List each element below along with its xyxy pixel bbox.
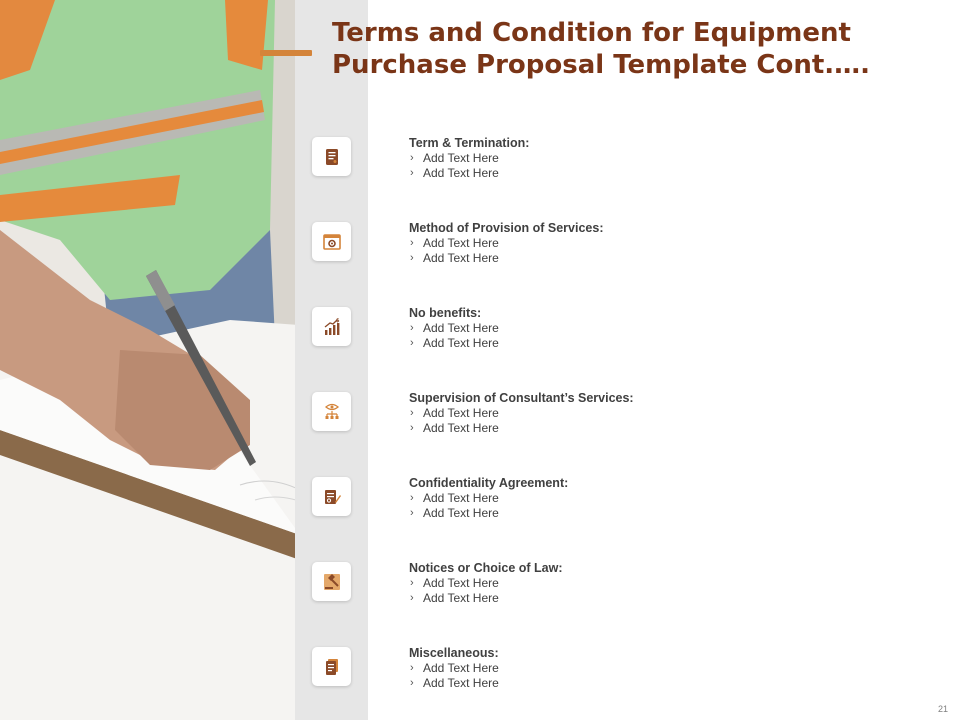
bullet-text: Add Text Here [423,675,499,690]
chevron-right-icon: › [410,251,414,264]
item-bullet [409,151,889,166]
law-gavel-icon [312,562,351,601]
chevron-right-icon: › [410,322,414,334]
item-bullet [409,406,889,421]
contract-sign-icon [312,477,351,516]
item-bullet [409,336,889,351]
chevron-right-icon: › [410,577,414,589]
document-icon [312,137,351,176]
browser-gear-icon [312,222,351,261]
notes-icon [312,647,351,686]
list-item-miscellaneous [409,645,889,690]
chevron-right-icon: › [410,152,414,164]
item-heading: Method of Provision of Services: [409,221,604,235]
title-line-2: Purchase Proposal Template Cont.…. [332,50,871,80]
item-bullet [409,421,889,436]
growth-chart-dollar-icon [312,307,351,346]
icon-strip-background [295,0,368,720]
bullet-text: Add Text Here [423,505,499,520]
bullet-text: Add Text Here [423,491,499,505]
svg-text:$: $ [335,317,339,324]
chevron-right-icon: › [410,662,414,674]
bullet-text: Add Text Here [423,661,499,675]
list-item-notices-law [409,560,889,605]
bullet-text: Add Text Here [423,590,499,605]
item-heading: Term & Termination: [409,136,530,150]
bullet-text: Add Text Here [423,250,499,265]
list-item-method-provision [409,220,889,265]
item-bullet [409,661,889,676]
list-item-term-termination [409,135,889,180]
item-heading: Supervision of Consultant’s Services: [409,391,634,405]
list-item-no-benefits [409,305,889,350]
bullet-text: Add Text Here [423,420,499,435]
bullet-text: Add Text Here [423,165,499,180]
bullet-text: Add Text Here [423,406,499,420]
chevron-right-icon: › [410,591,414,604]
bullet-text: Add Text Here [423,335,499,350]
bullet-text: Add Text Here [423,576,499,590]
list-item-confidentiality [409,475,889,520]
chevron-right-icon: › [410,506,414,519]
chevron-right-icon: › [410,407,414,419]
page-title [332,17,932,81]
eye-hierarchy-icon [312,392,351,431]
chevron-right-icon: › [410,237,414,249]
item-bullet [409,576,889,591]
chevron-right-icon: › [410,676,414,689]
item-bullet [409,491,889,506]
title-accent-bar [260,50,312,56]
bullet-text: Add Text Here [423,151,499,165]
item-bullet [409,251,889,266]
title-line-1: Terms and Condition for Equipment [332,18,851,48]
list-item-supervision [409,390,889,435]
chevron-right-icon: › [410,166,414,179]
chevron-right-icon: › [410,336,414,349]
page-number: 21 [937,704,948,714]
item-bullet [409,676,889,691]
bullet-text: Add Text Here [423,236,499,250]
bullet-text: Add Text Here [423,321,499,335]
chevron-right-icon: › [410,421,414,434]
item-bullet [409,591,889,606]
item-heading: No benefits: [409,306,482,320]
item-bullet [409,166,889,181]
item-heading: Confidentiality Agreement: [409,476,569,490]
item-heading: Miscellaneous: [409,646,499,660]
item-bullet [409,506,889,521]
item-bullet [409,321,889,336]
chevron-right-icon: › [410,492,414,504]
item-bullet [409,236,889,251]
item-heading: Notices or Choice of Law: [409,561,563,575]
